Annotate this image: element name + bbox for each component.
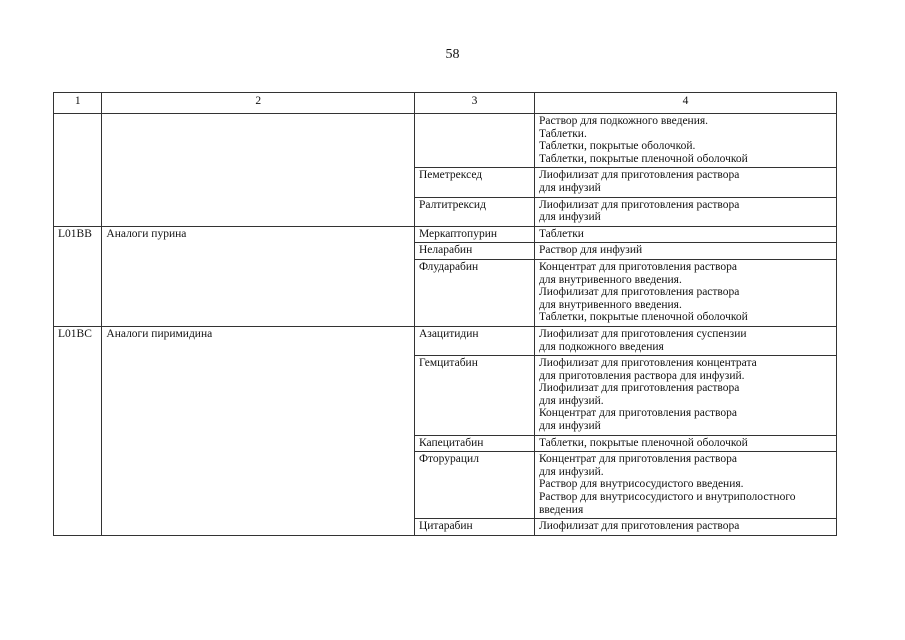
- drug-name-cell: Ралтитрексид: [414, 197, 534, 226]
- atc-code-cell: L01BB: [54, 226, 102, 326]
- dosage-forms-cell: [534, 259, 836, 326]
- drug-name-cell: Меркаптопурин: [414, 226, 534, 243]
- atc-code-cell: L01BC: [54, 326, 102, 535]
- dosage-form-line: Лиофилизат для приготовления концентрата: [538, 357, 757, 370]
- dosage-form-line: Лиофилизат для приготовления раствора: [538, 286, 740, 299]
- dosage-form-line: Раствор для внутрисосудистого введения.: [538, 478, 744, 491]
- drug-name-cell: Капецитабин: [414, 435, 534, 452]
- dosage-form-line: для инфузий: [538, 181, 601, 194]
- dosage-form-line: Таблетки, покрытые пленочной оболочкой: [538, 311, 748, 324]
- dosage-forms-cell: [534, 435, 836, 452]
- table-row: [54, 226, 837, 243]
- dosage-forms-cell: [534, 452, 836, 519]
- dosage-forms-cell: [534, 519, 836, 536]
- dosage-forms-cell: [534, 197, 836, 226]
- group-name-cell: Аналоги пиримидина: [102, 326, 415, 535]
- dosage-form-line: для инфузий.: [538, 465, 604, 478]
- dosage-form-line: Раствор для внутрисосудистого и внутриполостного: [538, 491, 796, 504]
- dosage-forms-cell: [534, 243, 836, 260]
- table-header-row: [54, 93, 837, 114]
- drug-name-cell: Пеметрексед: [414, 168, 534, 197]
- page-number: 58: [445, 47, 460, 62]
- drug-name-cell: Флударабин: [414, 259, 534, 326]
- dosage-forms-cell: [534, 114, 836, 168]
- dosage-form-line: Таблетки, покрытые оболочкой.: [538, 140, 696, 153]
- dosage-forms-cell: [534, 226, 836, 243]
- dosage-form-line: Концентрат для приготовления раствора: [538, 407, 737, 420]
- dosage-forms-cell: [534, 326, 836, 355]
- drug-name-cell: Фторурацил: [414, 452, 534, 519]
- dosage-form-line: для внутривенного введения.: [538, 298, 682, 311]
- dosage-form-line: Таблетки.: [538, 127, 587, 140]
- dosage-form-line: Лиофилизат для приготовления раствора: [538, 382, 740, 395]
- header-cell: 4: [534, 93, 836, 114]
- dosage-form-line: Раствор для инфузий: [538, 244, 643, 257]
- drug-name-cell: Неларабин: [414, 243, 534, 260]
- dosage-form-line: Лиофилизат для приготовления суспензии: [538, 327, 747, 340]
- drug-name-cell: Цитарабин: [414, 519, 534, 536]
- dosage-form-line: для инфузий.: [538, 394, 604, 407]
- table-row: [54, 326, 837, 355]
- drug-name-cell: [414, 114, 534, 168]
- dosage-form-line: для приготовления раствора для инфузий.: [538, 369, 745, 382]
- dosage-forms-cell: [534, 356, 836, 436]
- dosage-form-line: для инфузий: [538, 211, 601, 224]
- dosage-forms-cell: [534, 168, 836, 197]
- table-row: [54, 114, 837, 168]
- dosage-form-line: для внутривенного введения.: [538, 273, 682, 286]
- dosage-form-line: Концентрат для приготовления раствора: [538, 453, 737, 466]
- dosage-form-line: Таблетки: [538, 227, 584, 240]
- dosage-form-line: Лиофилизат для приготовления раствора: [538, 169, 740, 182]
- dosage-form-line: Таблетки, покрытые пленочной оболочкой: [538, 436, 748, 449]
- dosage-form-line: Таблетки, покрытые пленочной оболочкой: [538, 152, 748, 165]
- group-name-cell: [102, 114, 415, 227]
- drug-name-cell: Азацитидин: [414, 326, 534, 355]
- dosage-form-line: Лиофилизат для приготовления раствора: [538, 198, 740, 211]
- dosage-form-line: Раствор для подкожного введения.: [538, 115, 709, 127]
- dosage-form-line: для инфузий: [538, 420, 601, 433]
- header-cell: 3: [414, 93, 534, 114]
- header-cell: 2: [102, 93, 415, 114]
- dosage-form-line: введения: [538, 503, 584, 516]
- drug-table: [53, 92, 837, 536]
- dosage-form-line: Лиофилизат для приготовления раствора: [538, 520, 740, 533]
- atc-code-cell: [54, 114, 102, 227]
- group-name-cell: Аналоги пурина: [102, 226, 415, 326]
- drug-name-cell: Гемцитабин: [414, 356, 534, 436]
- dosage-form-line: Концентрат для приготовления раствора: [538, 260, 737, 273]
- dosage-form-line: для подкожного введения: [538, 340, 664, 353]
- header-cell: 1: [54, 93, 102, 114]
